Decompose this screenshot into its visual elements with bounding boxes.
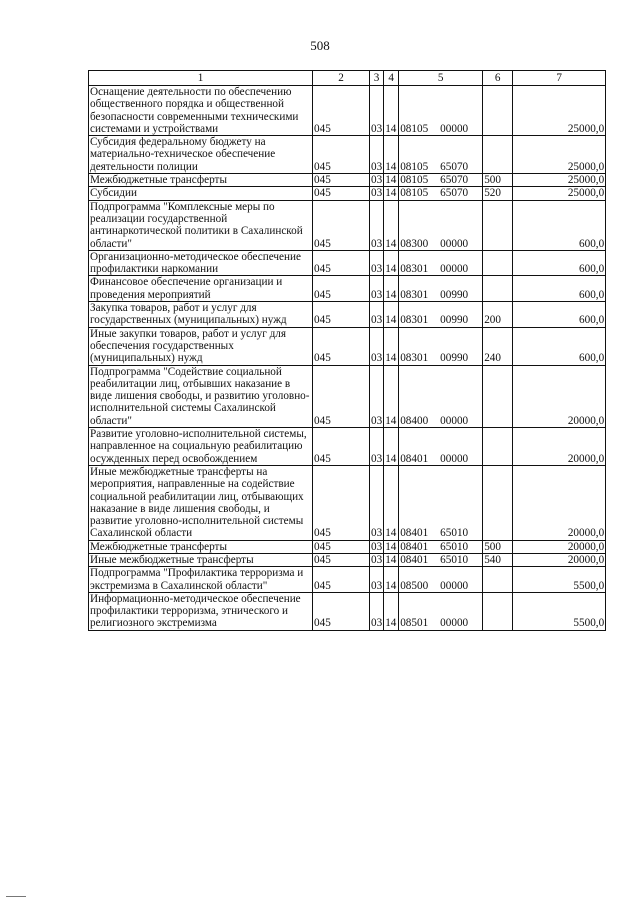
header-col-5: 5 bbox=[399, 71, 483, 86]
row-code-expense-type bbox=[483, 136, 513, 174]
row-code-ministry: 045 bbox=[313, 276, 370, 302]
row-code-subsection: 14 bbox=[384, 136, 399, 174]
row-name: Организационно-методическое обеспечение профилактики наркомании bbox=[89, 250, 313, 276]
row-code-target bbox=[399, 200, 483, 250]
row-code-expense-type bbox=[483, 200, 513, 250]
row-code-target-direction: 00990 bbox=[440, 352, 469, 365]
row-code-subsection: 14 bbox=[384, 86, 399, 136]
row-name: Подпрограмма "Профилактика терроризма и экстремизма в Сахалинской области" bbox=[89, 567, 313, 593]
row-code-section: 03 bbox=[370, 567, 384, 593]
row-code-target-direction: 00990 bbox=[440, 288, 469, 301]
page-number: 508 bbox=[310, 38, 330, 53]
row-code-expense-type bbox=[483, 86, 513, 136]
table-row bbox=[89, 365, 606, 427]
row-code-target bbox=[399, 250, 483, 276]
row-name: Межбюджетные трансферты bbox=[89, 174, 313, 187]
row-code-target bbox=[399, 136, 483, 174]
row-code-target bbox=[399, 365, 483, 427]
row-code-subsection: 14 bbox=[384, 327, 399, 365]
row-code-section: 03 bbox=[370, 592, 384, 630]
row-code-subsection: 14 bbox=[384, 540, 399, 553]
row-code-target-program: 08501 bbox=[400, 617, 429, 630]
row-code-expense-type: 500 bbox=[483, 540, 513, 553]
row-code-expense-type bbox=[483, 592, 513, 630]
row-code-ministry: 045 bbox=[313, 428, 370, 466]
row-code-target bbox=[399, 540, 483, 553]
row-code-target-program: 08300 bbox=[400, 237, 429, 250]
row-code-section: 03 bbox=[371, 174, 383, 187]
row-code-section: 03 bbox=[371, 553, 383, 566]
row-amount: 600,0 bbox=[513, 276, 606, 302]
row-code-target bbox=[399, 174, 483, 187]
row-name: Оснащение деятельности по обеспечению общественного порядка и общественной безопасности современными техническими системами и устройствами bbox=[89, 86, 313, 136]
row-code-ministry: 045 bbox=[313, 327, 370, 365]
row-code-expense-type bbox=[483, 276, 513, 302]
row-name: Финансовое обеспечение организации и проведения мероприятий bbox=[89, 276, 313, 302]
row-amount: 600,0 bbox=[513, 302, 606, 328]
row-code-target-direction: 65010 bbox=[440, 540, 469, 553]
row-code-ministry: 045 bbox=[313, 86, 370, 136]
row-amount: 25000,0 bbox=[513, 136, 606, 174]
row-amount: 20000,0 bbox=[513, 553, 606, 566]
row-amount: 600,0 bbox=[513, 327, 606, 365]
row-name: Подпрограмма "Комплексные меры по реализации государственной антинаркотической политики в Сахалинской области" bbox=[89, 200, 313, 250]
row-amount: 25000,0 bbox=[513, 174, 606, 187]
row-code-target-program: 08105 bbox=[400, 187, 429, 200]
row-amount: 25000,0 bbox=[513, 86, 606, 136]
row-amount: 600,0 bbox=[513, 200, 606, 250]
row-code-target-program: 08105 bbox=[400, 122, 429, 135]
row-code-section: 03 bbox=[371, 540, 383, 553]
row-code-target-direction: 65070 bbox=[440, 187, 469, 200]
row-code-target bbox=[399, 302, 483, 328]
row-code-subsection: 14 bbox=[384, 553, 399, 566]
row-code-ministry: 045 bbox=[313, 200, 370, 250]
row-code-section: 03 bbox=[370, 276, 384, 302]
row-name: Иные закупки товаров, работ и услуг для обеспечения государственных (муниципальных) нужд bbox=[89, 327, 313, 365]
table-row bbox=[89, 327, 606, 365]
row-code-section: 03 bbox=[370, 136, 384, 174]
row-code-ministry: 045 bbox=[313, 553, 370, 566]
row-code-target-direction: 00000 bbox=[440, 414, 469, 427]
row-code-expense-type: 200 bbox=[483, 302, 513, 328]
row-code-ministry: 045 bbox=[313, 592, 370, 630]
row-name: Иные межбюджетные трансферты на мероприятия, направленные на содействие социальной реабилитации лиц, отбывающих наказание в виде лишения свободы, и развитие уголовно-исполнительной системы Сахалинской области bbox=[89, 465, 313, 540]
header-col-3: 3 bbox=[370, 71, 384, 86]
row-code-target bbox=[399, 592, 483, 630]
table-row bbox=[89, 200, 606, 250]
row-code-ministry: 045 bbox=[313, 567, 370, 593]
row-name: Подпрограмма "Содействие социальной реабилитации лиц, отбывших наказание в виде лишения свободы, и развитию уголовно-исполнительной системы Сахалинской области" bbox=[89, 365, 313, 427]
row-amount: 5500,0 bbox=[513, 592, 606, 630]
row-code-target-direction: 65010 bbox=[440, 527, 469, 540]
row-code-subsection: 14 bbox=[384, 428, 399, 466]
row-code-section: 03 bbox=[370, 428, 384, 466]
row-code-ministry: 045 bbox=[313, 250, 370, 276]
row-code-section: 03 bbox=[370, 365, 384, 427]
row-code-ministry: 045 bbox=[313, 187, 370, 200]
row-code-subsection: 14 bbox=[384, 592, 399, 630]
row-code-target bbox=[399, 428, 483, 466]
row-code-section: 03 bbox=[370, 200, 384, 250]
row-code-ministry: 045 bbox=[313, 174, 370, 187]
row-name: Закупка товаров, работ и услуг для государственных (муниципальных) нужд bbox=[89, 302, 313, 328]
row-name: Субсидия федеральному бюджету на материально-техническое обеспечение деятельности полиции bbox=[89, 136, 313, 174]
row-code-ministry: 045 bbox=[313, 136, 370, 174]
row-code-target-direction: 00000 bbox=[440, 122, 469, 135]
row-code-subsection: 14 bbox=[384, 276, 399, 302]
scan-edge-mark bbox=[6, 896, 26, 897]
table-row bbox=[89, 276, 606, 302]
row-code-target bbox=[399, 567, 483, 593]
table-row bbox=[89, 567, 606, 593]
row-code-target bbox=[399, 553, 483, 566]
row-code-section: 03 bbox=[370, 302, 384, 328]
table-row bbox=[89, 136, 606, 174]
row-code-ministry: 045 bbox=[313, 540, 370, 553]
table-row bbox=[89, 465, 606, 540]
row-name: Информационно-методическое обеспечение профилактики терроризма, этнического и религиозного экстремизма bbox=[89, 592, 313, 630]
header-col-7: 7 bbox=[513, 71, 606, 86]
row-code-target bbox=[399, 465, 483, 540]
row-code-subsection: 14 bbox=[384, 302, 399, 328]
row-name: Развитие уголовно-исполнительной системы, направленное на социальную реабилитацию осужденных перед освобождением bbox=[89, 428, 313, 466]
header-col-6: 6 bbox=[483, 71, 513, 86]
row-code-subsection: 14 bbox=[384, 200, 399, 250]
row-code-expense-type bbox=[483, 567, 513, 593]
row-amount: 20000,0 bbox=[513, 465, 606, 540]
row-name: Межбюджетные трансферты bbox=[89, 540, 313, 553]
row-amount: 20000,0 bbox=[513, 540, 606, 553]
row-code-target-program: 08400 bbox=[400, 414, 429, 427]
row-code-target-direction: 00000 bbox=[440, 263, 469, 276]
row-code-target-program: 08105 bbox=[400, 160, 429, 173]
row-code-subsection: 14 bbox=[384, 465, 399, 540]
row-code-subsection: 14 bbox=[384, 174, 399, 187]
table-row bbox=[89, 553, 606, 566]
header-col-2: 2 bbox=[313, 71, 370, 86]
row-amount: 20000,0 bbox=[513, 365, 606, 427]
table-row bbox=[89, 86, 606, 136]
row-code-target-program: 08500 bbox=[400, 579, 429, 592]
row-code-target-direction: 65070 bbox=[440, 174, 469, 187]
row-code-target-direction: 00990 bbox=[440, 314, 469, 327]
row-code-subsection: 14 bbox=[384, 365, 399, 427]
row-code-ministry: 045 bbox=[313, 365, 370, 427]
row-code-expense-type: 540 bbox=[483, 553, 513, 566]
header-col-4: 4 bbox=[384, 71, 399, 86]
row-code-target-direction: 65010 bbox=[440, 553, 469, 566]
row-amount: 600,0 bbox=[513, 250, 606, 276]
table-row bbox=[89, 302, 606, 328]
row-code-expense-type bbox=[483, 250, 513, 276]
row-code-target-program: 08401 bbox=[400, 553, 429, 566]
row-code-expense-type bbox=[483, 465, 513, 540]
row-name: Иные межбюджетные трансферты bbox=[89, 553, 313, 566]
row-code-target bbox=[399, 276, 483, 302]
row-code-target-direction: 00000 bbox=[440, 579, 469, 592]
row-code-section: 03 bbox=[370, 327, 384, 365]
row-name: Субсидии bbox=[89, 187, 313, 200]
row-code-section: 03 bbox=[370, 86, 384, 136]
row-code-target bbox=[399, 86, 483, 136]
table-row bbox=[89, 174, 606, 187]
row-code-target-direction: 00000 bbox=[440, 452, 469, 465]
row-code-target-program: 08301 bbox=[400, 263, 429, 276]
row-code-subsection: 14 bbox=[384, 567, 399, 593]
table-row bbox=[89, 187, 606, 200]
row-code-expense-type: 520 bbox=[483, 187, 513, 200]
header-row bbox=[89, 71, 606, 86]
row-code-target-program: 08401 bbox=[400, 452, 429, 465]
row-code-target-program: 08301 bbox=[400, 352, 429, 365]
budget-table bbox=[88, 70, 606, 631]
row-code-target-program: 08401 bbox=[400, 527, 429, 540]
row-code-target-program: 08401 bbox=[400, 540, 429, 553]
row-code-target-direction: 00000 bbox=[440, 617, 469, 630]
row-code-subsection: 14 bbox=[384, 187, 399, 200]
row-code-target-program: 08301 bbox=[400, 288, 429, 301]
row-code-target bbox=[399, 187, 483, 200]
row-code-ministry: 045 bbox=[313, 465, 370, 540]
row-code-section: 03 bbox=[371, 187, 383, 200]
row-amount: 5500,0 bbox=[513, 567, 606, 593]
header-col-1: 1 bbox=[89, 71, 313, 86]
table-row bbox=[89, 540, 606, 553]
row-code-subsection: 14 bbox=[384, 250, 399, 276]
row-code-section: 03 bbox=[370, 250, 384, 276]
table-row bbox=[89, 250, 606, 276]
row-amount: 20000,0 bbox=[513, 428, 606, 466]
row-code-target bbox=[399, 327, 483, 365]
row-code-section: 03 bbox=[370, 465, 384, 540]
row-code-target-direction: 00000 bbox=[440, 237, 469, 250]
row-code-target-program: 08301 bbox=[400, 314, 429, 327]
row-code-expense-type bbox=[483, 365, 513, 427]
row-code-ministry: 045 bbox=[313, 302, 370, 328]
row-code-target-program: 08105 bbox=[400, 174, 429, 187]
row-code-expense-type bbox=[483, 428, 513, 466]
row-code-expense-type: 240 bbox=[483, 327, 513, 365]
table-row bbox=[89, 428, 606, 466]
row-code-target-direction: 65070 bbox=[440, 160, 469, 173]
row-code-expense-type: 500 bbox=[483, 174, 513, 187]
row-amount: 25000,0 bbox=[513, 187, 606, 200]
table-row bbox=[89, 592, 606, 630]
